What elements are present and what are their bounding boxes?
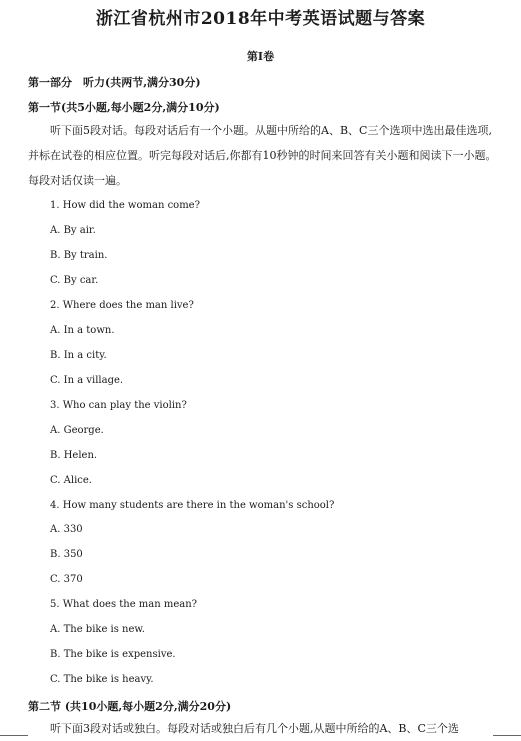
question-5-option-a: A. The bike is new. xyxy=(50,624,145,635)
section-two-instructions: 听下面3段对话或独白。每段对话或独白后有几个小题,从题中所给的A、B、C三个选 xyxy=(50,722,459,735)
question-3-option-c: C. Alice. xyxy=(50,475,92,486)
question-1-option-a: A. By air. xyxy=(50,225,96,236)
section-two-heading: 第二节 (共10小题,每小题2分,满分20分) xyxy=(28,700,232,713)
question-4-option-a: A. 330 xyxy=(50,524,83,535)
question-1-option-b: B. By train. xyxy=(50,250,108,261)
question-5-option-b: B. The bike is expensive. xyxy=(50,649,176,660)
document-title: 浙江省杭州市2018年中考英语试题与答案 xyxy=(95,9,426,29)
footer-rule-left xyxy=(0,735,28,736)
question-5-option-c: C. The bike is heavy. xyxy=(50,674,154,685)
question-5: 5. What does the man mean? xyxy=(50,599,198,610)
question-1-option-c: C. By car. xyxy=(50,275,99,286)
question-3-option-a: A. George. xyxy=(50,425,104,436)
question-4-option-b: B. 350 xyxy=(50,549,83,560)
question-2-option-b: B. In a city. xyxy=(50,350,107,361)
question-2-option-a: A. In a town. xyxy=(50,325,115,336)
question-2: 2. Where does the man live? xyxy=(50,300,194,311)
question-4-option-c: C. 370 xyxy=(50,574,83,585)
question-3: 3. Who can play the violin? xyxy=(50,400,187,411)
section-one-instructions: 听下面5段对话。每段对话后有一个小题。从题中所给的A、B、C三个选项中选出最佳选项,并标在试卷的相应位置。听完每段对话后,你都有10秒钟的时间来回答有关小题和阅读下一小题。每段对话仅读一遍。 xyxy=(28,124,497,187)
question-4: 4. How many students are there in the woman's school? xyxy=(50,500,335,511)
question-2-option-c: C. In a village. xyxy=(50,375,124,386)
question-3-option-b: B. Helen. xyxy=(50,450,98,461)
volume-label: 第I卷 xyxy=(246,50,275,63)
section-one-heading: 第一节(共5小题,每小题2分,满分10分) xyxy=(28,101,220,114)
question-1: 1. How did the woman come? xyxy=(50,200,200,211)
footer-rule-right xyxy=(493,735,521,736)
part-one-heading: 第一部分 听力(共两节,满分30分) xyxy=(28,76,201,89)
